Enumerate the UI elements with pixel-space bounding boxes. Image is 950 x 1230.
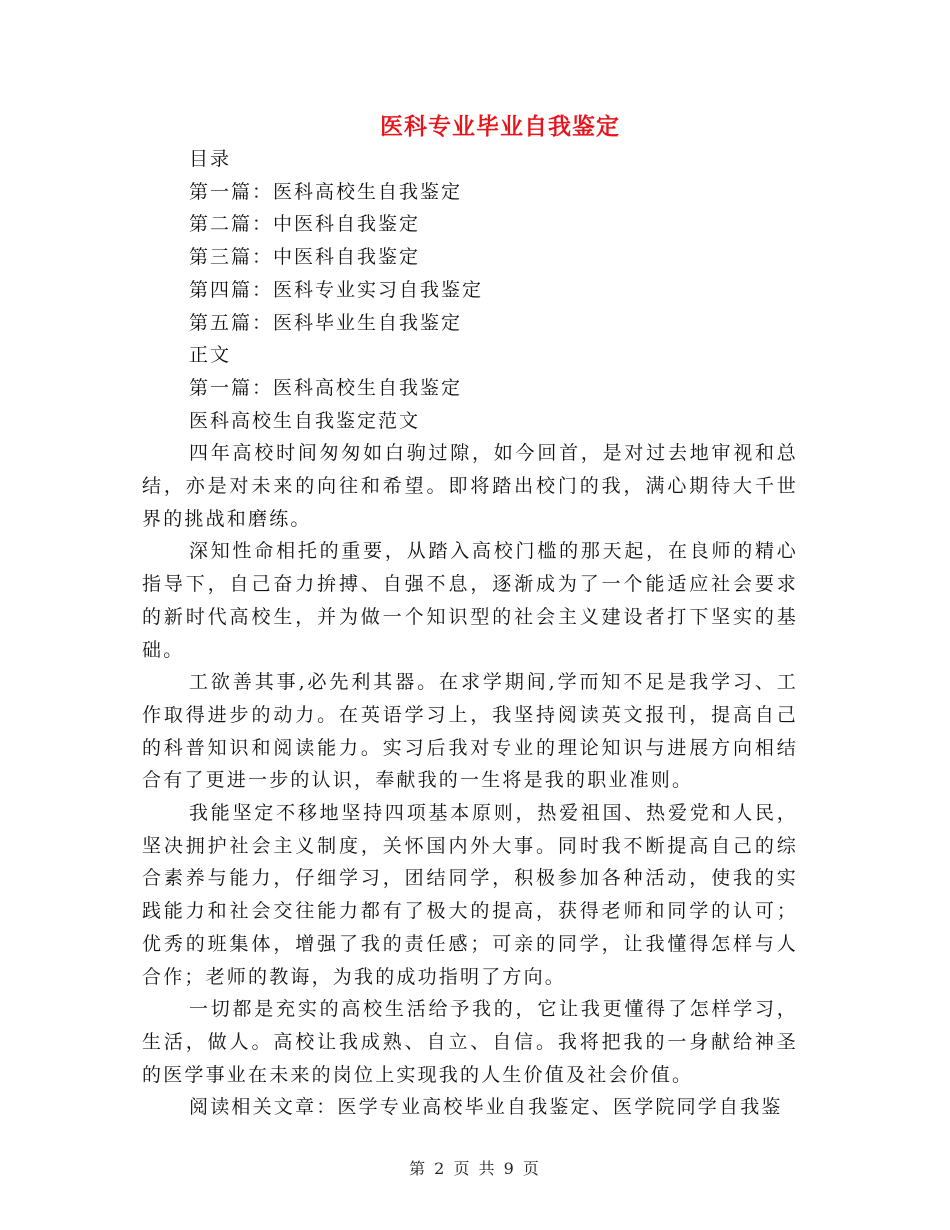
paragraph: 四年高校时间匆匆如白驹过隙，如今回首，是对过去地审视和总结，亦是对未来的向往和希望。即将踏出校门的我，满心期待大千世界的挑战和磨练。: [142, 442, 798, 530]
paragraph: 我能坚定不移地坚持四项基本原则，热爱祖国、热爱党和人民，坚决拥护社会主义制度，关怀国内外大事。同时我不断提高自己的综合素养与能力，仔细学习，团结同学，积极参加各种活动，使我的实践能力和社会交往能力都有了极大的提高，获得老师和同学的认可；优秀的班集体，增强了我的责任感；可亲的同学，让我懂得怎样与人合作；老师的教诲，为我的成功指明了方向。: [142, 802, 798, 988]
toc-item: 第二篇：中医科自我鉴定: [189, 213, 421, 236]
body-heading: 正文: [189, 344, 232, 367]
toc-item: 第一篇：医科高校生自我鉴定: [189, 180, 463, 203]
paragraph: 阅读相关文章：医学专业高校毕业自我鉴定、医学院同学自我鉴: [189, 1096, 783, 1119]
section-subtitle: 医科高校生自我鉴定范文: [189, 409, 421, 432]
paragraph: 深知性命相托的重要，从踏入高校门槛的那天起，在良师的精心指导下，自己奋力拚搏、自强不息，逐渐成为了一个能适应社会要求的新时代高校生，并为做一个知识型的社会主义建设者打下坚实的基础。: [142, 540, 798, 661]
paragraph: 工欲善其事,必先利其器。在求学期间,学而知不足是我学习、工作取得进步的动力。在英语学习上，我坚持阅读英文报刊，提高自己的科普知识和阅读能力。实习后我对专业的理论知识与进展方向相结合有了更进一步的认识，奉献我的一生将是我的职业准则。: [142, 671, 798, 792]
document-body: [142, 143, 798, 1124]
section-title: 第一篇：医科高校生自我鉴定: [189, 376, 463, 399]
toc-item: 第三篇：中医科自我鉴定: [189, 246, 421, 269]
document-title: 医科专业毕业自我鉴定: [380, 114, 620, 140]
toc-item: 第四篇：医科专业实习自我鉴定: [189, 278, 484, 301]
toc-item: 第五篇：医科毕业生自我鉴定: [189, 311, 463, 334]
paragraph: 一切都是充实的高校生活给予我的，它让我更懂得了怎样学习，生活，做人。高校让我成熟、自立、自信。我将把我的一身献给神圣的医学事业在未来的岗位上实现我的人生价值及社会价值。: [142, 998, 798, 1086]
toc-heading: 目录: [189, 148, 232, 170]
page-number-footer: 第 2 页 共 9 页: [409, 1159, 541, 1178]
